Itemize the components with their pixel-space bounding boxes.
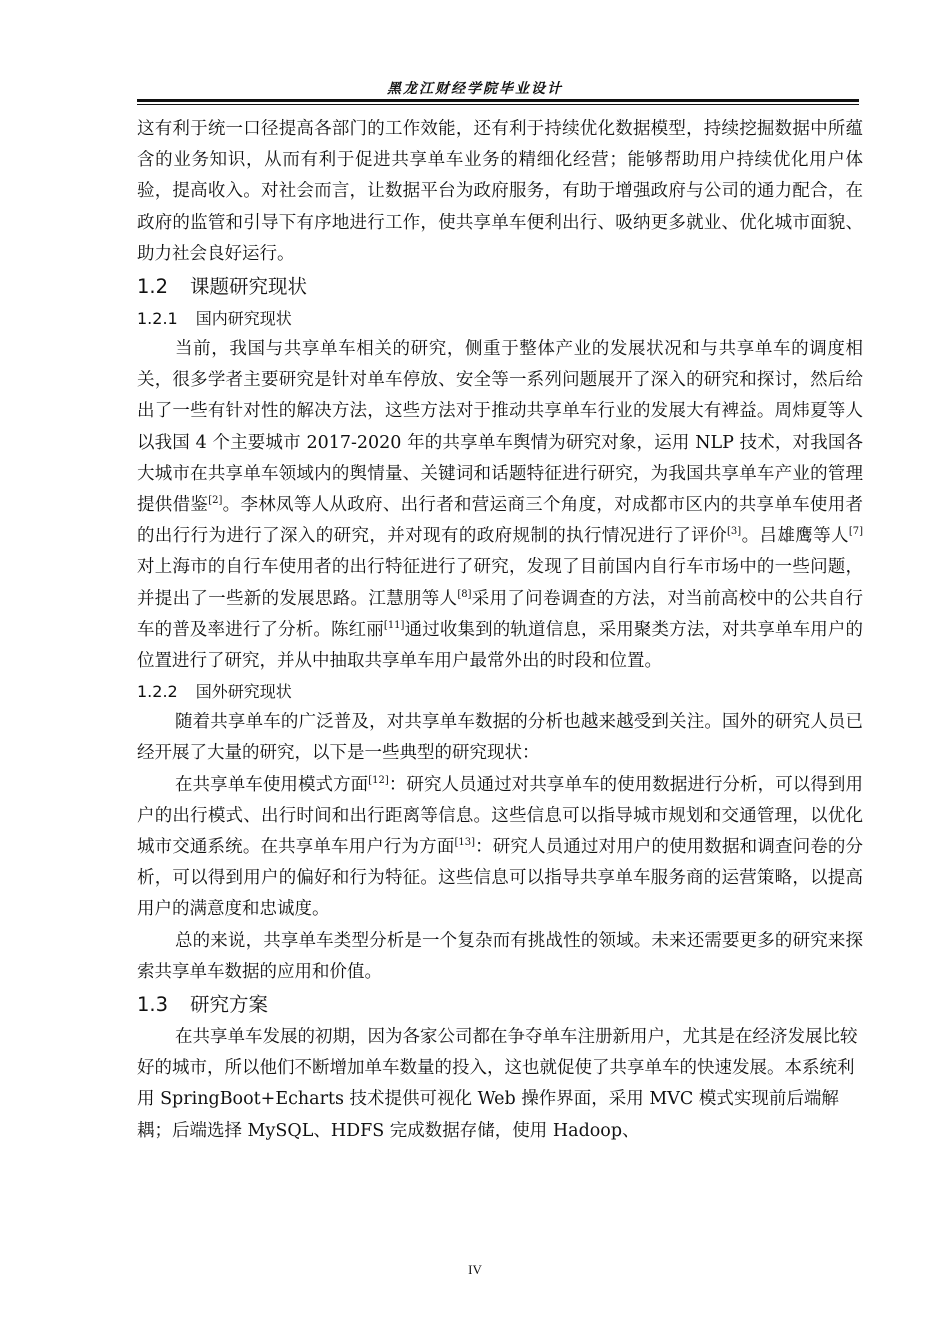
subsection-heading-1-2-1 <box>137 304 863 334</box>
subsection-title: 国内研究现状 <box>195 309 292 329</box>
text-run: 对上海市的自行车使用者的出行特征进行了研究，发现了目前国内自行车市场中的一些问题，并提出了一些新的发展思路。江慧朋等人 <box>137 557 863 609</box>
page-content <box>137 114 863 1147</box>
text-run: 在共享单车使用模式方面 <box>175 774 369 795</box>
section-title: 研究方案 <box>190 993 269 1017</box>
citation-ref: [2] <box>208 495 223 507</box>
section-title: 课题研究现状 <box>190 275 308 299</box>
subsection-heading-1-2-2 <box>137 677 863 707</box>
text-run: ：研究人员通过对共享单车的使用数据进行分析，可以得到用户的出行模式、出行时间和出行距离等信息。这些信息可以指导城市规划和交通管理，以优化城市交通系统。在共享单车用户行为方面 <box>137 774 864 858</box>
intro-paragraph: 这有利于统一口径提高各部门的工作效能，还有利于持续优化数据模型，持续挖掘数据中所蕴含的业务知识，从而有利于促进共享单车业务的精细化经营；能够帮助用户持续优化用户体验，提高收入。对社会而言，让数据平台为政府服务，有助于增强政府与公司的通力配合，在政府的监管和引导下有序地进行工作，使共享单车便利出行、吸纳更多就业、优化城市面貌、助力社会良好运行。 <box>137 119 863 264</box>
subsection-number: 1.2.1 <box>137 309 178 329</box>
text-run: 。吕雄鹰等人 <box>741 526 849 547</box>
foreign-research-details-paragraph <box>137 770 863 926</box>
text-run: 通过收集到的轨道信息，采用聚类方法，对共享单车用户的位置进行了研究，并从中抽取共享单车用户最常外出的时段和位置。 <box>137 619 864 672</box>
page-number: IV <box>468 1262 482 1277</box>
text-run: 采用了问卷调查的方法，对当前高校中的公共自行车的普及率进行了分析。陈红丽 <box>137 588 864 640</box>
foreign-research-intro-paragraph: 随着共享单车的广泛普及，对共享单车数据的分析也越来越受到关注。国外的研究人员已经开展了大量的研究，以下是一些典型的研究现状： <box>137 712 863 764</box>
section-heading-1-2 <box>137 270 863 304</box>
citation-ref: [3] <box>727 526 742 538</box>
text-run: 。李林凤等人从政府、出行者和营运商三个角度，对成都市区内的共享单车使用者的出行行为进行了深入的研究，并对现有的政府规制的执行情况进行了评价 <box>137 495 864 547</box>
subsection-title: 国外研究现状 <box>195 682 292 702</box>
text-run: 当前，我国与共享单车相关的研究，侧重于整体产业的发展状况和与共享单车的调度相关，很多学者主要研究是针对单车停放、安全等一系列问题展开了深入的研究和探讨，然后给出了一些有针对性的解决方法，这些方法对于推动共享单车行业的发展大有裨益。周炜夏等人以我国 4 个主要城市 2017-2020 年的共享单车舆情为研究对象，运用 NLP 技术，对我国各大城市在共享单车领域内的舆情量、关键词和话题特征进行研究，为我国共享单车产业的管理提供借鉴 <box>137 339 863 516</box>
foreign-research-summary-paragraph: 总的来说，共享单车类型分析是一个复杂而有挑战性的领域。未来还需要更多的研究来探索共享单车数据的应用和价值。 <box>137 930 863 982</box>
subsection-number: 1.2.2 <box>137 682 178 702</box>
citation-ref: [7] <box>848 526 864 538</box>
citation-ref: [12] <box>368 774 389 786</box>
citation-ref: [8] <box>457 588 472 600</box>
header-rule-thin <box>137 104 859 105</box>
section-number: 1.2 <box>137 275 169 299</box>
header-title: 黑龙江财经学院毕业设计 <box>387 81 563 97</box>
section-heading-1-3 <box>137 988 863 1022</box>
text-run: ：研究人员通过对用户的使用数据和调查问卷的分析，可以得到用户的偏好和行为特征。这些信息可以指导共享单车服务商的运营策略，以提高用户的满意度和忠诚度。 <box>137 837 864 920</box>
citation-ref: [13] <box>454 837 475 849</box>
section-number: 1.3 <box>137 993 169 1017</box>
citation-ref: [11] <box>383 620 405 632</box>
domestic-research-paragraph <box>137 334 863 677</box>
header-rule-thick <box>137 99 859 102</box>
research-plan-paragraph: 在共享单车发展的初期，因为各家公司都在争夺单车注册新用户，尤其是在经济发展比较好的城市，所以他们不断增加单车数量的投入，这也就促使了共享单车的快速发展。本系统利用 SpringBoot+Echarts 技术提供可视化 Web 操作界面，采用 MVC 模式实现前后端解耦；后端选择 MySQL、HDFS 完成数据存储，使用 Hadoop、 <box>137 1027 858 1141</box>
